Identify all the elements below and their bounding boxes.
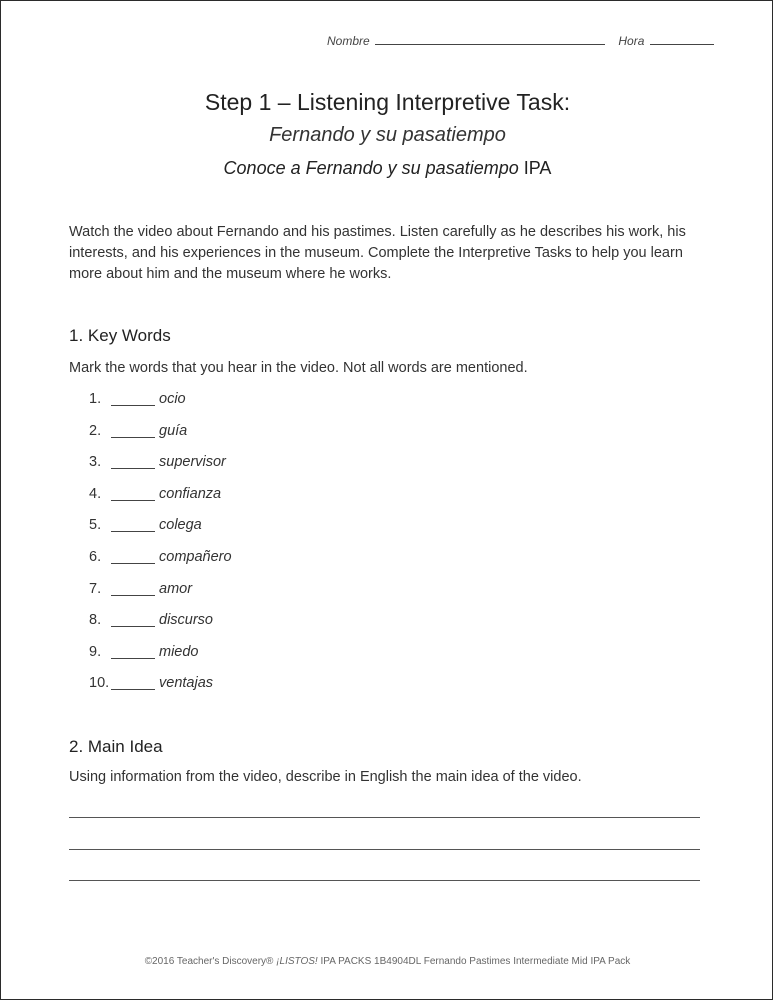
- hour-blank: [650, 32, 714, 45]
- answer-line[interactable]: [69, 880, 700, 881]
- key-word-mark-blank[interactable]: [111, 437, 155, 438]
- section-key-words-heading: 1. Key Words: [69, 326, 171, 345]
- key-word-mark-blank[interactable]: [111, 468, 155, 469]
- section-key-words-instruction: Mark the words that you hear in the video. Not all words are mentioned.: [69, 360, 528, 376]
- key-word-text: ventajas: [159, 675, 214, 692]
- answer-line[interactable]: [69, 849, 700, 850]
- intro-paragraph: Watch the video about Fernando and his pastimes. Listen carefully as he describes his work, his interests, and his experiences in the museum. Complete the Interpretive Tasks to help you learn more about him and the museum where he works.: [69, 224, 686, 282]
- page-subtitle: Fernando y su pasatiempo: [269, 124, 506, 146]
- key-word-number: 7.: [89, 580, 102, 597]
- name-label: Nombre: [327, 34, 370, 48]
- key-word-number: 9.: [89, 643, 102, 660]
- key-word-mark-blank[interactable]: [111, 658, 155, 659]
- footer-copyright: ©2016 Teacher's Discovery®: [144, 956, 277, 967]
- key-word-mark-blank[interactable]: [111, 689, 155, 690]
- key-word-mark-blank[interactable]: [111, 500, 155, 501]
- key-word-text: miedo: [159, 643, 199, 660]
- key-word-text: discurso: [159, 612, 213, 629]
- key-word-number: 1.: [89, 391, 102, 407]
- key-word-mark-blank[interactable]: [111, 405, 155, 406]
- key-word-text: amor: [159, 580, 193, 597]
- key-word-number: 4.: [89, 485, 102, 502]
- key-word-text: supervisor: [159, 454, 226, 471]
- key-word-number: 10.: [89, 675, 110, 692]
- key-word-text: ocio: [159, 391, 186, 407]
- key-word-text: colega: [159, 517, 202, 534]
- name-blank: [375, 32, 605, 45]
- key-word-text: compañero: [159, 548, 232, 565]
- key-word-number: 6.: [89, 548, 102, 565]
- key-word-number: 8.: [89, 612, 102, 629]
- page-title: Step 1 – Listening Interpretive Task:: [204, 89, 571, 115]
- ipa-subtitle-italic: Conoce a Fernando y su pasatiempo: [223, 158, 519, 178]
- hour-label: Hora: [618, 34, 645, 48]
- section-main-idea-instruction: Using information from the video, describe in English the main idea of the video.: [69, 769, 582, 785]
- name-hour-header: [327, 32, 714, 48]
- key-word-text: guía: [159, 422, 188, 439]
- key-word-mark-blank[interactable]: [111, 563, 155, 564]
- key-word-mark-blank[interactable]: [111, 595, 155, 596]
- answer-line[interactable]: [69, 817, 700, 818]
- key-word-mark-blank[interactable]: [111, 626, 155, 627]
- footer-brand: ¡LISTOS!: [276, 956, 318, 967]
- ipa-subtitle: [1, 158, 773, 179]
- footer-product: IPA PACKS 1B4904DL Fernando Pastimes Intermediate Mid IPA Pack: [317, 956, 631, 967]
- section-main-idea-heading: 2. Main Idea: [69, 737, 163, 756]
- key-word-text: confianza: [159, 485, 222, 502]
- key-word-mark-blank[interactable]: [111, 531, 155, 532]
- ipa-subtitle-suffix: IPA: [523, 158, 552, 178]
- page-footer: [1, 956, 773, 967]
- key-word-number: 2.: [89, 422, 102, 439]
- key-word-number: 3.: [89, 454, 102, 471]
- key-word-number: 5.: [89, 517, 102, 534]
